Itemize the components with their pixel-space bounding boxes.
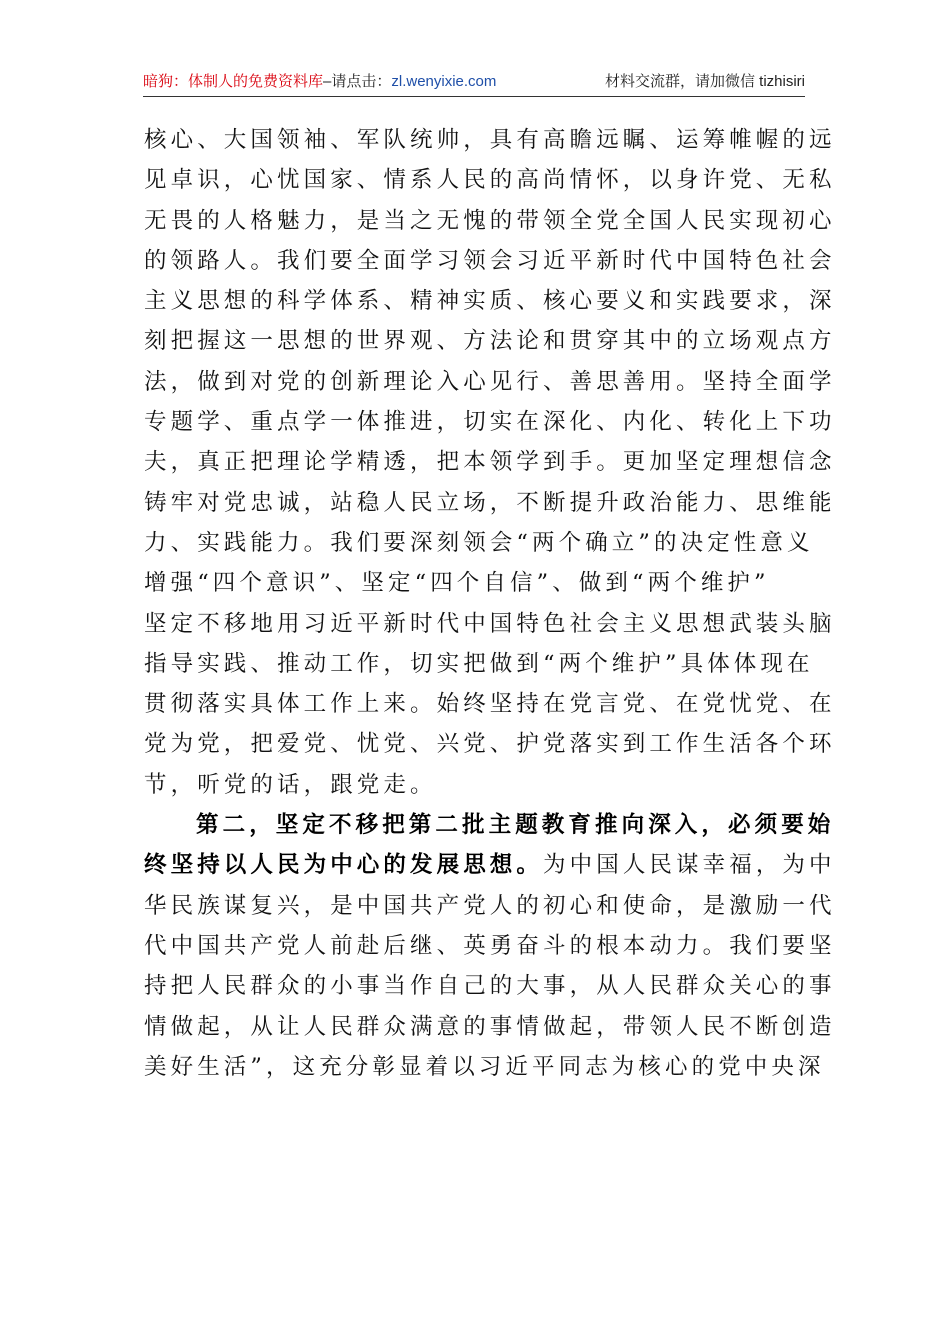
header-divider <box>143 96 805 97</box>
header-url-link[interactable]: zl.wenyixie.com <box>391 73 497 90</box>
section2-heading-line2 <box>144 845 836 885</box>
header-wechat-note: 材料交流群，请加微信 tizhisiri <box>604 73 805 90</box>
body-line: 无畏的人格魅力，是当之无愧的带领全党全国人民实现初心 <box>144 207 836 234</box>
section2-text: 为中国人民谋幸福，为中 <box>543 852 836 879</box>
page-header <box>143 70 805 96</box>
body-line: 主义思想的科学体系、精神实质、核心要义和实践要求，深 <box>144 288 836 315</box>
body-line: 铸牢对党忠诚，站稳人民立场，不断提升政治能力、思维能 <box>144 489 836 516</box>
body-line: 法，做到对党的创新理论入心见行、善思善用。坚持全面学 <box>144 368 836 395</box>
body-line: 夫，真正把理论学精透，把本领学到手。更加坚定理想信念 <box>144 449 836 476</box>
section2-bold-text: 第二，坚定不移把第二批主题教育推向深入，必须要始 <box>196 812 835 839</box>
body-line: 专题学、重点学一体推进，切实在深化、内化、转化上下功 <box>144 409 836 436</box>
header-brand: 暗狗：体制人的免费资料库 <box>143 73 324 90</box>
body-line: 美好生活”，这充分彰显着以习近平同志为核心的党中央深 <box>144 1053 825 1080</box>
body-line: 代中国共产党人前赴后继、英勇奋斗的根本动力。我们要坚 <box>144 932 836 959</box>
body-line: 华民族谋复兴，是中国共产党人的初心和使命，是激励一代 <box>144 892 836 919</box>
body-line: 指导实践、推动工作，切实把做到“两个维护”具体体现在 <box>144 650 814 677</box>
header-click-prefix: –请点击： <box>323 73 392 90</box>
body-line: 党为党，把爱党、忧党、兴党、护党落实到工作生活各个环 <box>144 731 836 758</box>
body-line: 持把人民群众的小事当作自己的大事，从人民群众关心的事 <box>144 973 836 1000</box>
body-line: 节，听党的话，跟党走。 <box>144 771 437 798</box>
body-line: 坚定不移地用习近平新时代中国特色社会主义思想武装头脑 <box>144 610 836 637</box>
body-line: 的领路人。我们要全面学习领会习近平新时代中国特色社会 <box>144 247 836 274</box>
section2-bold-text: 终坚持以人民为中心的发展思想。 <box>144 852 544 879</box>
body-line: 增强“四个意识”、坚定“四个自信”、做到“两个维护” <box>144 570 770 597</box>
body-line: 刻把握这一思想的世界观、方法论和贯穿其中的立场观点方 <box>144 328 836 355</box>
body-line: 情做起，从让人民群众满意的事情做起，带领人民不断创造 <box>144 1013 836 1040</box>
body-line: 贯彻落实具体工作上来。始终坚持在党言党、在党忧党、在 <box>144 691 836 718</box>
section2-heading-line1 <box>144 805 835 845</box>
body-line: 力、实践能力。我们要深刻领会“两个确立”的决定性意义 <box>144 529 814 556</box>
document-body <box>144 120 836 1087</box>
body-line: 核心、大国领袖、军队统帅，具有高瞻远瞩、运筹帷幄的远 <box>144 127 836 153</box>
body-line: 见卓识，心忧国家、情系人民的高尚情怀，以身许党、无私 <box>144 167 836 194</box>
